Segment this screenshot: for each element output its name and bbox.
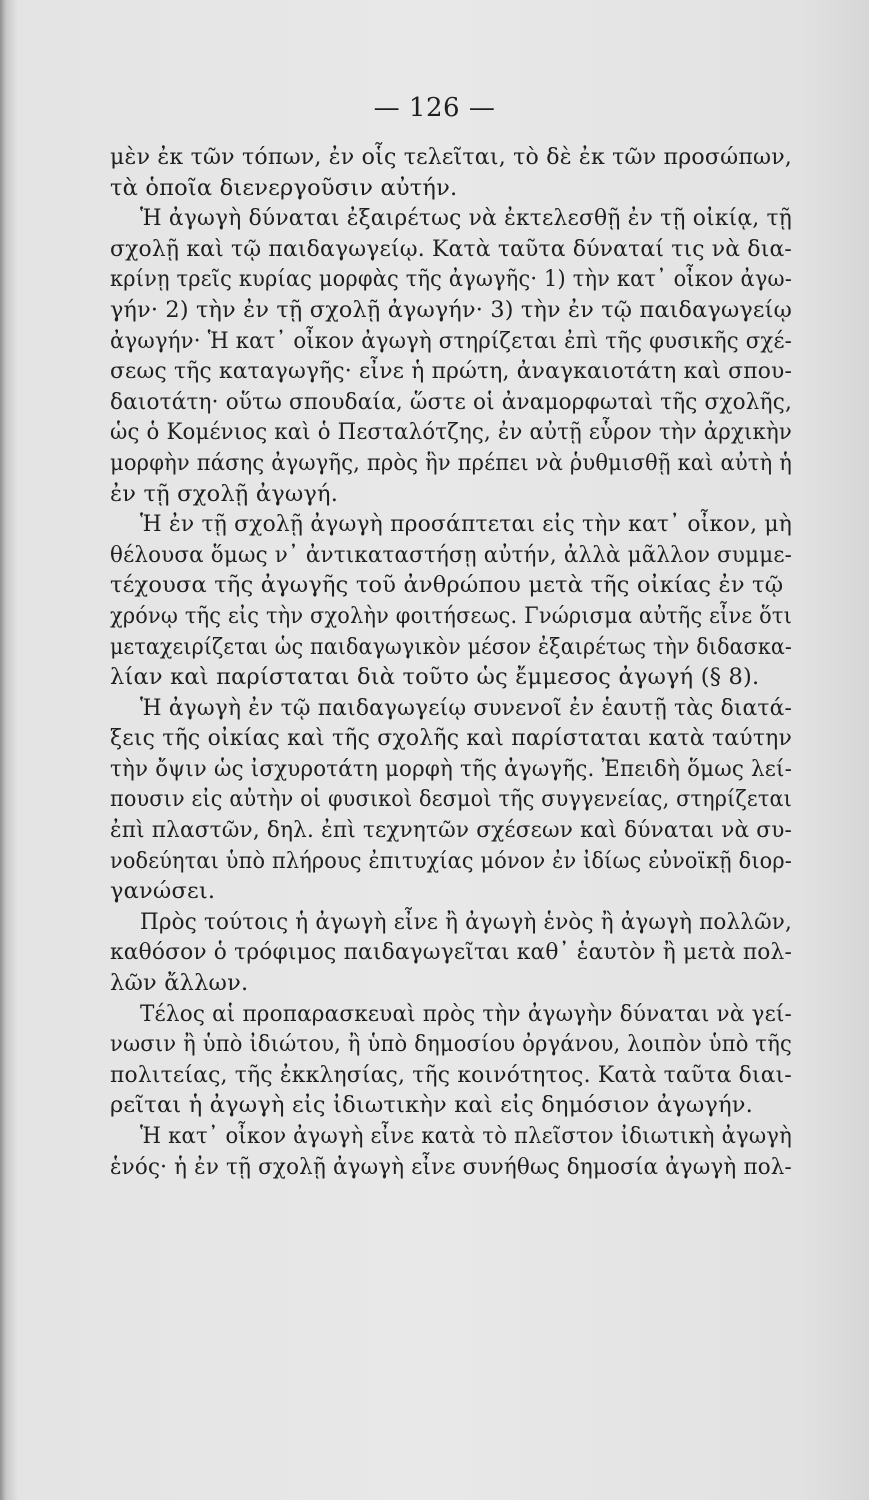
text-line: τὰ ὁποῖα διενεργοῦσιν αὐτήν. xyxy=(110,174,458,201)
text-line: χρόνῳ τῆς εἰς τὴν σχολὴν φοιτήσεως. Γνώρισμα αὐτῆς εἶνε ὅτι xyxy=(110,602,792,629)
text-line: γήν· 2) τὴν ἐν τῇ σχολῇ ἀγωγήν· 3) τὴν ἐν τῷ παιδαγωγείῳ xyxy=(110,296,792,323)
text-line: σεως τῆς καταγωγῆς· εἶνε ἡ πρώτη, ἀναγκαιοτάτη καὶ σπου- xyxy=(110,358,792,385)
text-line: τὴν ὄψιν ὡς ἰσχυροτάτη μορφὴ τῆς ἀγωγῆς. Ἐπειδὴ ὅμως λεί- xyxy=(110,755,792,782)
text-line: Ἡ ἐν τῇ σχολῇ ἀγωγὴ προσάπτεται εἰς τὴν κατ᾽ οἶκον, μὴ xyxy=(140,511,792,538)
text-line: Τέλος αἱ προπαρασκευαὶ πρὸς τὴν ἀγωγὴν δύναται νὰ γεί- xyxy=(140,1000,792,1027)
text-line: λίαν καὶ παρίσταται διὰ τοῦτο ὡς ἔμμεσος ἀγωγή (§ 8). xyxy=(110,664,760,691)
page-number: — 126 — xyxy=(373,93,496,123)
text-line: Πρὸς τούτοις ἡ ἀγωγὴ εἶνε ἢ ἀγωγὴ ἑνὸς ἢ ἀγωγὴ πολλῶν, xyxy=(140,908,792,935)
text-line: μορφὴν πάσης ἀγωγῆς, πρὸς ἣν πρέπει νὰ ῥυθμισθῇ καὶ αὐτὴ ἡ xyxy=(110,449,792,476)
text-line: ἑνός· ἡ ἐν τῇ σχολῇ ἀγωγὴ εἶνε συνήθως δημοσία ἀγωγὴ πολ- xyxy=(110,1153,792,1180)
text-line: Ἡ ἀγωγὴ δύναται ἐξαιρέτως νὰ ἐκτελεσθῇ ἐν τῇ οἰκίᾳ, τῇ xyxy=(140,205,792,232)
body-text xyxy=(110,142,792,1182)
text-line: λῶν ἄλλων. xyxy=(110,970,249,997)
text-line: μὲν ἐκ τῶν τόπων, ἐν οἷς τελεῖται, τὸ δὲ ἐκ τῶν προσώπων, xyxy=(110,144,792,170)
text-line: Ἡ κατ᾽ οἶκον ἀγωγὴ εἶνε κατὰ τὸ πλεῖστον ἰδιωτικὴ ἀγωγὴ xyxy=(140,1123,792,1149)
text-line: μεταχειρίζεται ὡς παιδαγωγικὸν μέσον ἐξαιρέτως τὴν διδασκα- xyxy=(110,633,792,660)
text-line: ἐπὶ πλαστῶν, δηλ. ἐπὶ τεχνητῶν σχέσεων καὶ δύναται νὰ συ- xyxy=(110,817,792,844)
text-line: νωσιν ἢ ὑπὸ ἰδιώτου, ἢ ὑπὸ δημοσίου ὀργάνου, λοιπὸν ὑπὸ τῆς xyxy=(110,1031,792,1058)
text-line: ὡς ὁ Κομένιος καὶ ὁ Πεσταλότζης, ἐν αὐτῇ εὗρον τὴν ἀρχικὴν xyxy=(110,419,792,446)
text-line: πολιτείας, τῆς ἐκκλησίας, τῆς κοινότητος. Κατὰ ταῦτα διαι- xyxy=(110,1061,792,1088)
text-line: κρίνῃ τρεῖς κυρίας μορφὰς τῆς ἀγωγῆς· 1) τὴν κατ᾽ οἶκον ἀγω- xyxy=(110,266,792,293)
text-line: ξεις τῆς οἰκίας καὶ τῆς σχολῆς καὶ παρίσταται κατὰ ταύτην xyxy=(110,725,792,752)
text-line: τέχουσα τῆς ἀγωγῆς τοῦ ἀνθρώπου μετὰ τῆς οἰκίας ἐν τῷ xyxy=(110,572,784,599)
text-line: καθόσον ὁ τρόφιμος παιδαγωγεῖται καθ᾽ ἑαυτὸν ἢ μετὰ πολ- xyxy=(110,939,792,966)
text-line: σχολῇ καὶ τῷ παιδαγωγείῳ. Κατὰ ταῦτα δύναταί τις νὰ δια- xyxy=(110,235,792,262)
text-line: δαιοτάτη· οὕτω σπουδαία, ὥστε οἱ ἀναμορφωταὶ τῆς σχολῆς, xyxy=(110,388,792,415)
text-line: γανώσει. xyxy=(110,878,216,905)
text-line: ἀγωγήν· Ἡ κατ᾽ οἶκον ἀγωγὴ στηρίζεται ἐπὶ τῆς φυσικῆς σχέ- xyxy=(110,327,792,354)
text-line: ρεῖται ἡ ἀγωγὴ εἰς ἰδιωτικὴν καὶ εἰς δημόσιον ἀγωγήν. xyxy=(110,1092,753,1119)
text-line: Ἡ ἀγωγὴ ἐν τῷ παιδαγωγείῳ συνενοῖ ἐν ἑαυτῇ τὰς διατά- xyxy=(140,694,792,721)
text-line: θέλουσα ὅμως ν᾽ ἀντικαταστήσῃ αὐτήν, ἀλλὰ μᾶλλον συμμε- xyxy=(110,541,792,568)
text-line: ἐν τῇ σχολῇ ἀγωγή. xyxy=(110,480,339,507)
text-line: νοδεύηται ὑπὸ πλήρους ἐπιτυχίας μόνον ἐν ἰδίως εὐνοϊκῇ διορ- xyxy=(110,847,792,874)
text-line: πουσιν εἰς αὐτὴν οἱ φυσικοὶ δεσμοὶ τῆς συγγενείας, στηρίζεται xyxy=(110,786,792,813)
